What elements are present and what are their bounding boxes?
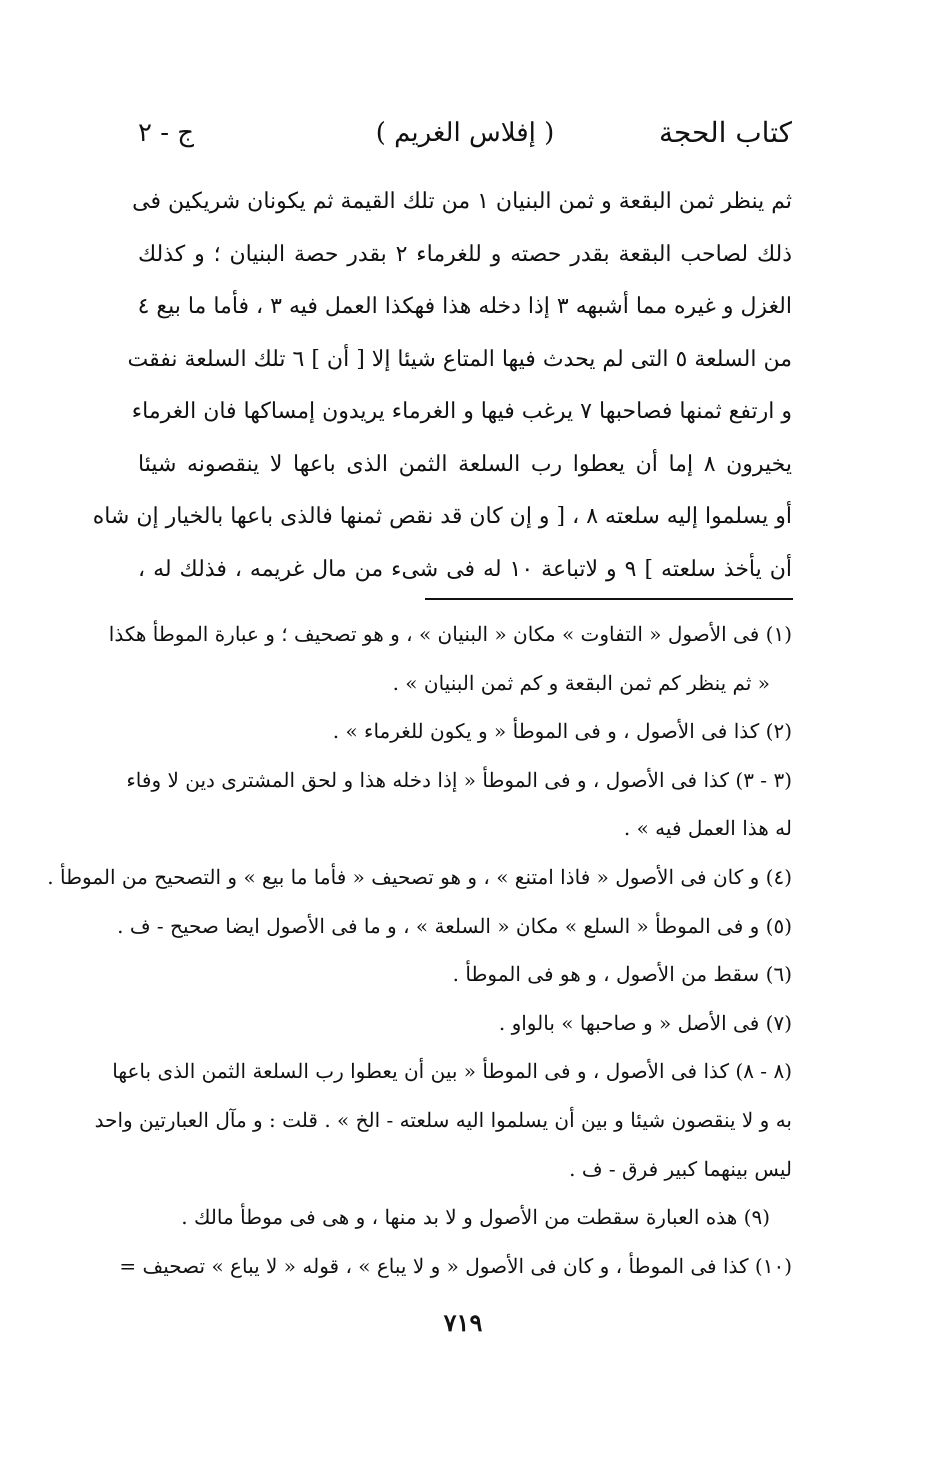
footnote-line: به و لا ينقصون شيئا و بين أن يسلموا اليه سلعته - الخ » . قلت : و مآل العبارتين واحد [94, 1107, 792, 1132]
footnote-line: ليس بينهما كبير فرق - ف . [569, 1156, 792, 1181]
footnote-line: (١٠) كذا فى الموطأ ، و كان فى الأصول « و لا يباع » ، قوله « لا يباع » تصحيف = [119, 1253, 792, 1278]
page-number: ٧١٩ [443, 1308, 483, 1337]
footnote-line: (٦) سقط من الأصول ، و هو فى الموطأ . [452, 962, 792, 987]
footnote-line: (٩) هذه العبارة سقطت من الأصول و لا بد منها ، و هى فى موطأ مالك . [181, 1205, 770, 1230]
footnote-line: « ثم ينظر كم ثمن البقعة و كم ثمن البنيان » . [392, 670, 770, 695]
footnote-line: (١) فى الأصول « التفاوت » مكان « البنيان » ، و هو تصحيف ؛ و عبارة الموطأ هكذا [108, 622, 792, 646]
main-text [92, 176, 792, 596]
chapter-title: ( إفلاس الغريم ) [375, 118, 555, 148]
body-line: ذلك لصاحب البقعة بقدر حصته و للغرماء ٢ بقدر حصة البنيان ؛ و كذلك [138, 241, 792, 267]
footnote-line: (٥) و فى الموطأ « السلع » مكان « السلعة » ، و ما فى الأصول ايضا صحيح - ف . [117, 913, 792, 938]
footnote-line: (٢) كذا فى الأصول ، و فى الموطأ « و يكون للغرماء » . [332, 719, 792, 744]
body-line: الغزل و غيره مما أشبهه ٣ إذا دخله هذا فهكذا العمل فيه ٣ ، فأما ما بيع ٤ [137, 294, 792, 319]
footnote-line: (٣ - ٣) كذا فى الأصول ، و فى الموطأ « إذا دخله هذا و لحق المشترى دين لا وفاء [126, 767, 792, 792]
footnote-line: (٧) فى الأصل « و صاحبها » بالواو . [498, 1010, 792, 1035]
footnotes [47, 610, 792, 1290]
body-line: أو يسلموا إليه سلعته ٨ ، [ و إن كان قد نقص ثمنها فالذى باعها بالخيار إن شاه [92, 504, 792, 529]
body-line: و ارتفع ثمنها فصاحبها ٧ يرغب فيها و الغرماء يريدون إمساكها فان الغرماء [131, 399, 792, 424]
book-title: كتاب الحجة [658, 116, 792, 149]
footnote-line: (٤) و كان فى الأصول « فاذا امتنع » ، و هو تصحيف « فأما ما بيع » و التصحيح من الموطأ . [47, 864, 792, 889]
footnote-line: (٨ - ٨) كذا فى الأصول ، و فى الموطأ « بين أن يعطوا رب السلعة الثمن الذى باعها [112, 1059, 792, 1084]
footnote-separator [425, 598, 793, 600]
body-line: من السلعة ٥ التى لم يحدث فيها المتاع شيئا إلا [ أن ] ٦ تلك السلعة نفقت [127, 346, 792, 372]
body-line: يخيرون ٨ إما أن يعطوا رب السلعة الثمن الذى باعها لا ينقصونه شيئا [138, 451, 792, 477]
body-line: أن يأخذ سلعته ] ٩ و لاتباعة ١٠ له فى شىء من مال غريمه ، فذلك له ، [138, 556, 792, 582]
body-line: ثم ينظر ثمن البقعة و ثمن البنيان ١ من تلك القيمة ثم يكونان شريكين فى [132, 189, 792, 214]
volume-label: ج - ٢ [138, 118, 195, 148]
running-header [138, 112, 792, 162]
footnote-line: له هذا العمل فيه » . [623, 816, 792, 841]
